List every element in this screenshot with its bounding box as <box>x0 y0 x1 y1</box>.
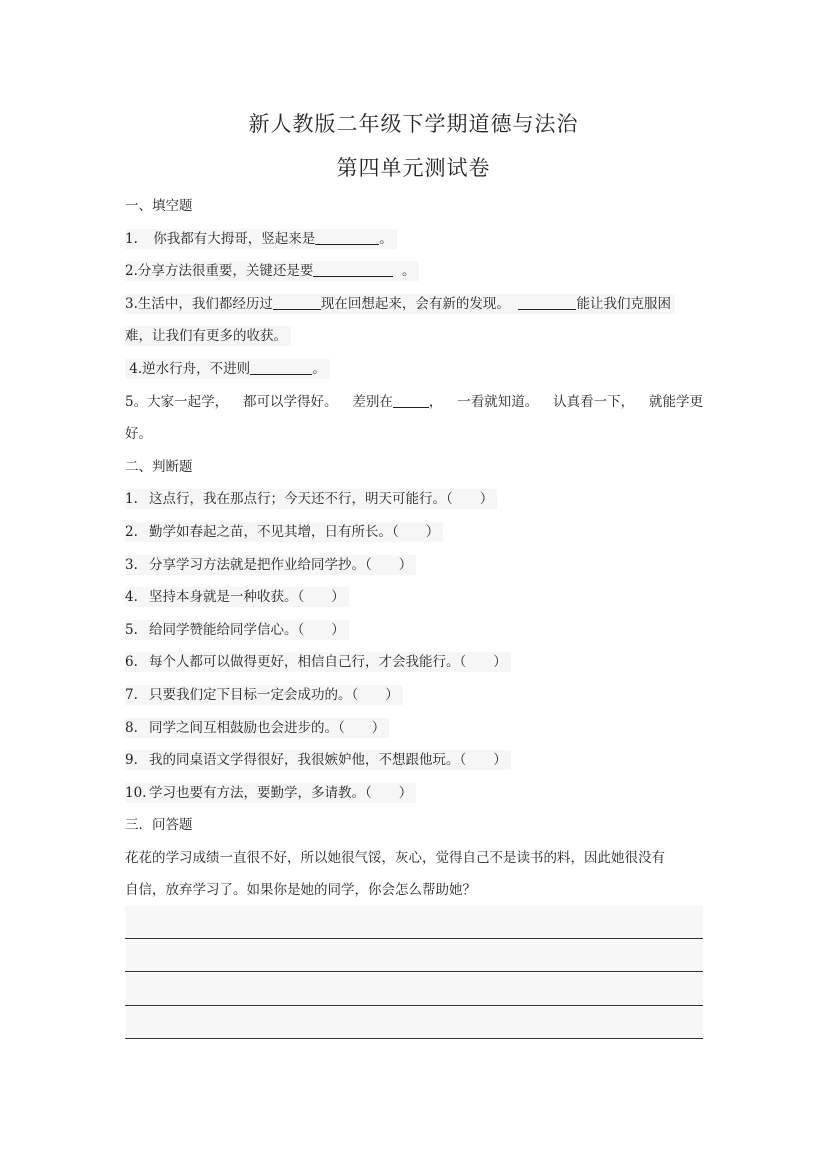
answer-line[interactable] <box>125 940 703 973</box>
answer-blank[interactable] <box>273 295 321 310</box>
judge-question: 7. 只要我们定下目标一定会成功的。（ ） <box>125 679 703 712</box>
judge-question: 2. 勤学如春起之苗，不见其增，日有所长。（ ） <box>125 516 703 549</box>
page-title: 新人教版二年级下学期道德与法治 <box>248 112 579 136</box>
judge-question: 5. 给同学赞能给同学信心。（ ） <box>125 614 703 647</box>
judge-question: 4. 坚持本身就是一种收获。（ ） <box>125 581 703 614</box>
section-heading-judge: 二、判断题 <box>125 458 193 475</box>
judge-question: 9. 我的同桌语文学得很好，我很嫉妒他，不想跟他玩。（ ） <box>125 744 703 777</box>
worksheet-content <box>125 190 703 907</box>
judge-question: 10. 学习也要有方法，要勤学，多请教。（ ） <box>125 777 703 810</box>
fill-question-1: 1. 你我都有大拇哥，竖起来是 。 <box>125 223 703 256</box>
answer-line[interactable] <box>125 1007 703 1040</box>
fill-question-3: 3.生活中，我们都经历过 现在回想起来，会有新的发现。 能让我们克服困 <box>125 288 703 321</box>
judge-question: 1. 这点行，我在那点行；今天还不行，明天可能行。（ ） <box>125 483 703 516</box>
judge-question: 8. 同学之间互相鼓励也会进步的。（ ） <box>125 712 703 745</box>
question-text: 2.分享方法很重要，关键还是要 <box>125 263 314 280</box>
qa-question-line: 自信，放弃学习了。如果你是她的同学，你会怎么帮助她？ <box>125 882 476 899</box>
section-heading-fill: 一、填空题 <box>125 198 193 214</box>
answer-line[interactable] <box>125 973 703 1006</box>
qa-question-line: 花花的学习成绩一直很不好，所以她很气馁，灰心，觉得自己不是读书的料，因此她很没有 <box>125 849 665 866</box>
judge-question: 6. 每个人都可以做得更好，相信自己行，才会我能行。（ ） <box>125 646 703 679</box>
answer-blank[interactable] <box>315 230 379 245</box>
answer-area[interactable] <box>125 906 703 1040</box>
answer-line[interactable] <box>125 906 703 939</box>
fill-question-3-cont: 难，让我们有更多的收获。 <box>125 320 703 353</box>
answer-blank[interactable] <box>313 262 393 277</box>
answer-blank[interactable] <box>518 295 576 310</box>
fill-question-5: 5。大家一起学， 都可以学得好。 差别在 ， 一看就知道。 认真看一下， 就能学更 <box>125 393 703 410</box>
answer-blank[interactable] <box>250 360 312 375</box>
section-heading-qa: 三．问答题 <box>125 817 193 834</box>
question-text: 你我都有大拇哥，竖起来是 <box>153 230 316 247</box>
page-subtitle: 第四单元测试卷 <box>336 156 491 180</box>
answer-blank[interactable] <box>393 393 429 408</box>
fill-question-4: 4.逆水行舟，不进则 。 <box>125 353 703 386</box>
judge-question: 3. 分享学习方法就是把作业给同学抄。（ ） <box>125 549 703 582</box>
fill-question-2: 2.分享方法很重要，关键还是要 。 <box>125 255 703 288</box>
question-number: 1. <box>125 230 138 247</box>
fill-question-5-cont: 好。 <box>125 426 152 443</box>
